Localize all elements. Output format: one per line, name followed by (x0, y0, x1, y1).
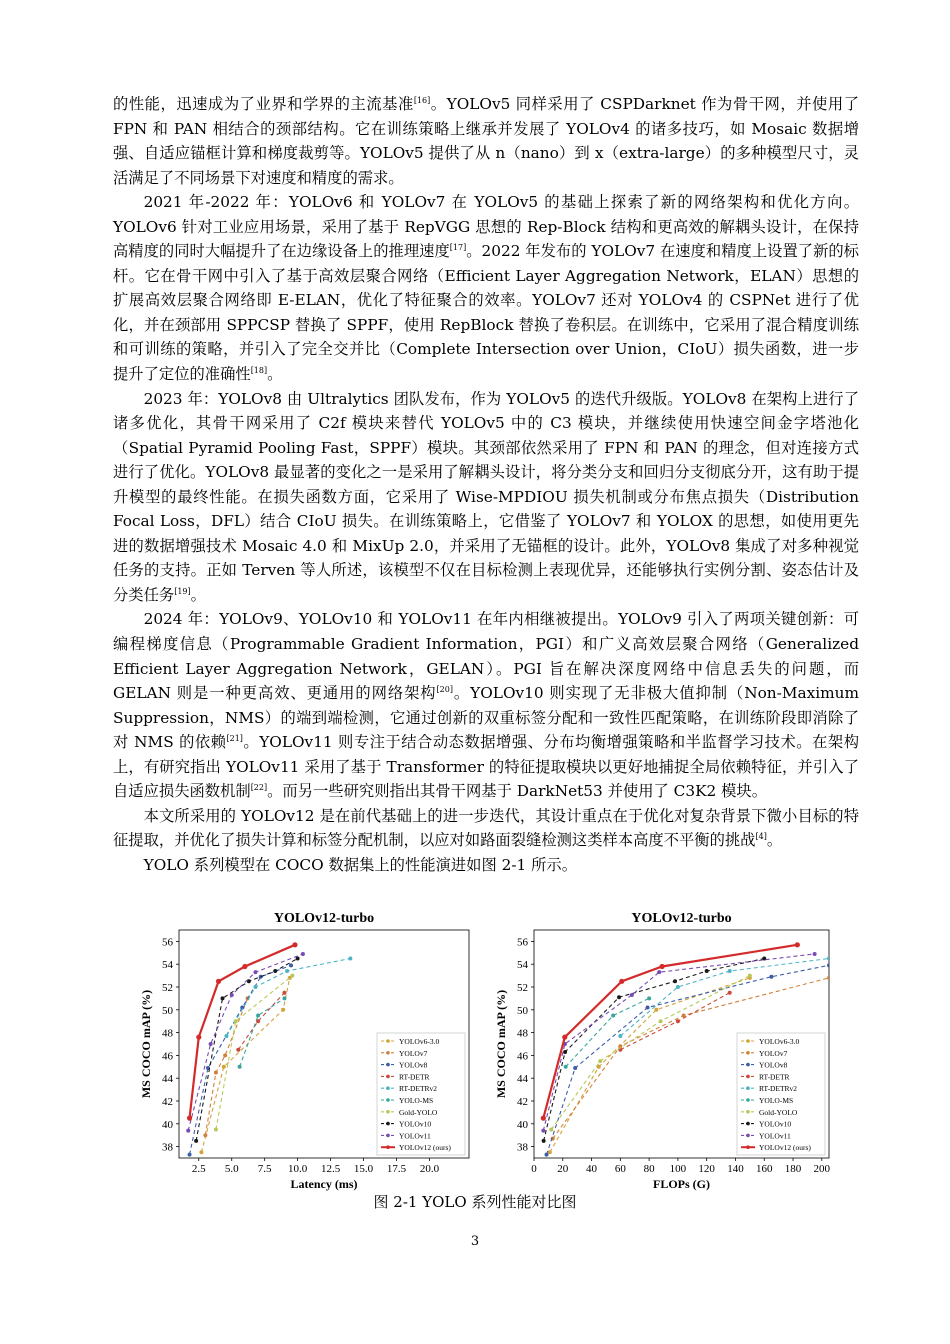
data-point (230, 993, 234, 997)
data-point (676, 985, 680, 989)
data-point (827, 963, 831, 967)
data-point (194, 1139, 198, 1143)
x-tick-label: 180 (784, 1163, 802, 1175)
data-point (619, 979, 624, 984)
x-tick-label: 60 (614, 1163, 626, 1175)
data-point (296, 957, 300, 961)
data-point (253, 970, 257, 974)
data-point (187, 1116, 192, 1121)
legend-marker (386, 1039, 390, 1043)
data-point (705, 969, 709, 973)
x-tick-label: 2.5 (191, 1163, 206, 1175)
legend-label: RT-DETRv2 (399, 1084, 438, 1094)
page-number: 3 (470, 1234, 480, 1249)
data-point (273, 969, 277, 973)
legend-label: YOLOv6-3.0 (759, 1037, 800, 1046)
legend-label: YOLOv8 (399, 1060, 428, 1070)
latency-chart-svg (137, 908, 477, 1193)
data-point (222, 1065, 226, 1069)
data-point (541, 1116, 546, 1121)
x-tick-label: 20.0 (419, 1163, 440, 1175)
data-point (630, 993, 634, 997)
data-point (673, 979, 677, 983)
data-point (256, 1014, 260, 1018)
x-tick-label: 140 (727, 1163, 744, 1175)
data-point (795, 942, 800, 947)
paragraph: 2021 年-2022 年：YOLOv6 和 YOLOv7 在 YOLOv5 的基础上探索了新的网络架构和优化方向。YOLOv6 针对工业应用场景，采用了基于 RepVGG 思想的 Rep-Block 结构和更高效的解耦头设计，在保持高精度的同时大幅提升了在边缘设备上的推理速度[17]。2022 年发布的 YOLOv7 在速度和精度上设置了新的标杆。它在骨干网中引入了基于高效层聚合网络（Efficient Layer Aggregation Network，ELAN）思想的扩展高效层聚合网络即 E-ELAN，优化了特征聚合的效率。YOLOv7 还对 YOLOv4 的 CSPNet 进行了优化，并在颈部用 SPPCSP 替换了 SPPF，使用 RepBlock 替换了卷积层。在训练中，它采用了混合精度训练和可训练的策略，并引入了完全交并比（Complete Intersection over Union，CIoU）损失函数，进一步提升了定位的准确性[18]。 (113, 193, 859, 384)
data-point (203, 1133, 207, 1137)
legend-marker (386, 1134, 390, 1138)
data-point (564, 1065, 568, 1069)
data-point (214, 1128, 218, 1132)
x-tick-label: 20 (557, 1163, 569, 1175)
data-point (827, 957, 831, 961)
series-line (238, 993, 284, 1050)
data-point (236, 1048, 240, 1052)
y-tick-label: 40 (162, 1118, 173, 1131)
series-line (240, 998, 285, 1066)
data-point (196, 1035, 201, 1040)
legend-label: YOLOv6-3.0 (399, 1037, 440, 1046)
legend-label: Gold-YOLO (759, 1107, 798, 1117)
data-point (647, 996, 651, 1000)
data-point (301, 952, 305, 956)
data-point (242, 964, 247, 969)
data-point (282, 996, 286, 1000)
x-tick-label: 0 (531, 1163, 537, 1175)
legend-label: YOLOv12 (ours) (399, 1143, 451, 1153)
data-point (728, 969, 732, 973)
data-point (563, 1050, 567, 1054)
x-tick-label: 100 (669, 1163, 687, 1175)
legend-label: YOLOv10 (759, 1119, 792, 1129)
y-tick-label: 56 (162, 936, 173, 949)
paragraph: 2023 年：YOLOv8 由 Ultralytics 团队发布，作为 YOLOv5 的迭代升级版。YOLOv8 在架构上进行了诸多优化，其骨干网采用了 C2f 模块来替代 YOLOv5 中的 C3 模块，并继续使用快速空间金字塔池化（Spatial Pyramid Pooling Fast，SPPF）模块。其颈部依然采用了 FPN 和 PAN 的理念，但对连接方式进行了优化。YOLOv8 最显著的变化之一是采用了解耦头设计，将分类分支和回归分支彻底分开，这有助于提升模型的最终性能。在损失函数方面，它采用了 Wise-MPDIOU 损失机制或分布焦点损失（Distribution Focal Loss，DFL）结合 CIoU 损失。在训练策略上，它借鉴了 YOLOv7 和 YOLOX 的思想，如使用更先进的数据增强技术 Mosaic 4.0 和 MixUp 2.0，并采用了无锚框的设计。此外，YOLOv8 集成了对多种视觉任务的支持。正如 Terven 等人所述，该模型不仅在目标检测上表现优异，还能够执行实例分割、姿态估计及分类任务[19]。 (113, 389, 859, 604)
data-point (289, 963, 293, 967)
series-line (196, 959, 297, 1141)
y-tick-label: 40 (517, 1118, 528, 1131)
y-tick-label: 54 (162, 959, 173, 972)
y-tick-label: 42 (517, 1096, 528, 1108)
data-point (618, 1034, 622, 1038)
data-point (611, 1014, 615, 1018)
paragraph: YOLO 系列模型在 COCO 数据集上的性能演进如图 2-1 所示。 (143, 855, 578, 874)
data-point (292, 942, 297, 947)
y-tick-label: 44 (517, 1073, 528, 1086)
data-point (562, 1035, 567, 1040)
legend-marker (386, 1063, 390, 1067)
paragraph: 2024 年：YOLOv9、YOLOv10 和 YOLOv11 在年内相继被提出。YOLOv9 引入了两项关键创新：可编程梯度信息（Programmable Gradient Information，PGI）和广义高效层聚合网络（Generalized Efficient Layer Aggregation Network，GELAN）。PGI 旨在解决深度网络中信息丢失的问题，而 GELAN 则是一种更高效、更通用的网络架构[20]。YOLOv10 则实现了无非极大值抑制（Non-Maximum Suppression，NMS）的端到端检测，它通过创新的双重标签分配和一致性匹配策略，在训练阶段即消除了对 NMS 的依赖[21]。YOLOv11 则专注于结合动态数据增强、分布均衡增强策略和半监督学习技术。在架构上，有研究指出 YOLOv11 采用了基于 Transformer 的特征提取模块以更好地捕捉全局依赖特征，并引入了自适应损失函数机制[22]。而另一些研究则指出其骨干网基于 DarkNet53 并使用了 C3K2 模块。 (113, 610, 859, 801)
y-tick-label: 50 (162, 1004, 173, 1017)
y-tick-label: 44 (162, 1073, 173, 1086)
x-tick-label: 12.5 (320, 1163, 341, 1175)
data-point (769, 975, 773, 979)
citation: [16] (413, 95, 431, 105)
series-line (544, 959, 765, 1141)
citation: [20] (436, 685, 453, 695)
series-line (550, 978, 750, 1152)
legend-marker (746, 1039, 750, 1043)
y-axis-label: MS COCO mAP (%) (494, 989, 508, 1099)
legend-label: YOLOv7 (399, 1048, 428, 1058)
y-tick-label: 48 (162, 1027, 173, 1040)
legend-marker (746, 1098, 750, 1102)
data-point (348, 957, 352, 961)
data-point (285, 969, 289, 973)
x-tick-label: 5.0 (224, 1163, 239, 1175)
y-tick-label: 56 (517, 936, 528, 949)
y-tick-label: 46 (517, 1050, 528, 1063)
series-group (186, 942, 352, 1156)
legend-label: Gold-YOLO (399, 1107, 438, 1117)
paragraph: 的性能，迅速成为了业界和学界的主流基准[16]。YOLOv5 同样采用了 CSPDarknet 作为骨干网，并使用了 FPN 和 PAN 相结合的颈部结构。它在训练策略上继承并发展了 YOLOv4 的诸多技巧，如 Mosaic 数据增强、自适应锚框计算和梯度裁剪等。YOLOv5 提供了从 n（nano）到 x（extra-large）的多种模型尺寸，灵活满足了不同场景下对速度和精度的需求。 (113, 95, 859, 187)
data-point (216, 979, 221, 984)
figure-caption: 图 2-1 YOLO 系列性能对比图 (373, 1193, 577, 1211)
data-point (659, 964, 664, 969)
legend-marker (386, 1075, 390, 1079)
x-tick-label: 80 (643, 1163, 655, 1175)
series-line (190, 965, 292, 1154)
body-text (113, 92, 859, 878)
data-point (545, 1153, 549, 1157)
data-point (676, 1019, 680, 1023)
data-point (253, 985, 257, 989)
data-point (659, 1019, 663, 1023)
legend-marker (746, 1075, 750, 1079)
data-point (188, 1153, 192, 1157)
legend-label: YOLOv11 (759, 1131, 791, 1141)
y-tick-label: 46 (162, 1050, 173, 1063)
x-tick-label: 120 (698, 1163, 715, 1175)
data-point (549, 1128, 553, 1132)
flops-chart-svg (492, 908, 837, 1193)
legend-marker (746, 1134, 750, 1138)
y-tick-label: 48 (517, 1027, 528, 1040)
data-point (186, 1129, 190, 1133)
data-point (827, 976, 831, 980)
y-axis-label: MS COCO mAP (%) (139, 989, 153, 1099)
flops-chart (492, 908, 837, 1193)
chart-title: YOLOv12-turbo (273, 911, 375, 926)
legend-label: YOLOv11 (399, 1131, 431, 1141)
data-point (281, 1008, 285, 1012)
data-point (199, 1150, 203, 1154)
x-tick-label: 17.5 (386, 1163, 407, 1175)
legend-label: RT-DETR (399, 1072, 430, 1082)
figure-2-1 (137, 908, 837, 1193)
y-tick-label: 52 (517, 982, 528, 994)
legend-label: YOLOv10 (399, 1119, 432, 1129)
legend-label: YOLOv7 (759, 1048, 788, 1058)
x-tick-label: 7.5 (257, 1163, 272, 1175)
series-line (216, 976, 292, 1130)
citation: [17] (449, 243, 467, 253)
data-point (223, 1053, 227, 1057)
data-point (617, 995, 621, 999)
legend-label: YOLOv8 (759, 1060, 788, 1070)
data-point (238, 1065, 242, 1069)
x-axis-label: FLOPs (G) (653, 1177, 710, 1191)
paragraph: 本文所采用的 YOLOv12 是在前代基础上的进一步迭代，其设计重点在于优化对复杂背景下微小目标的特征提取，并优化了损失计算和标签分配机制，以应对如路面裂缝检测这类样本高度不平衡的挑战[4]。 (113, 806, 859, 850)
data-point (234, 1019, 238, 1023)
y-tick-label: 50 (517, 1004, 528, 1017)
x-axis-label: Latency (ms) (290, 1177, 358, 1191)
data-point (548, 1150, 552, 1154)
legend-marker (386, 1051, 390, 1055)
legend-marker (746, 1051, 750, 1055)
legend-label: YOLO-MS (759, 1096, 794, 1105)
data-point (541, 1129, 545, 1133)
data-point (748, 974, 752, 978)
citation: [21] (226, 734, 243, 744)
legend-marker (386, 1086, 390, 1090)
y-tick-label: 54 (517, 959, 528, 972)
data-point (290, 974, 294, 978)
x-tick-label: 10.0 (288, 1163, 308, 1175)
legend-marker (746, 1063, 750, 1067)
citation: [22] (250, 783, 268, 793)
series-line (188, 954, 303, 1131)
data-point (646, 1006, 650, 1010)
data-point (598, 1059, 602, 1063)
legend-marker (386, 1110, 390, 1114)
data-point (282, 991, 286, 995)
data-point (813, 952, 817, 956)
data-point (657, 970, 661, 974)
legend-marker (746, 1110, 750, 1114)
legend-marker (386, 1098, 390, 1102)
citation: [18] (250, 365, 268, 375)
latency-chart (137, 908, 477, 1193)
data-point (728, 991, 732, 995)
data-point (762, 957, 766, 961)
x-tick-label: 160 (755, 1163, 773, 1175)
data-point (573, 1066, 577, 1070)
legend-label: RT-DETR (759, 1072, 790, 1082)
x-tick-label: 40 (586, 1163, 598, 1175)
data-point (224, 1034, 228, 1038)
data-point (214, 1071, 218, 1075)
y-tick-label: 38 (517, 1141, 528, 1154)
data-point (209, 1042, 213, 1046)
legend-marker (746, 1145, 750, 1149)
legend-marker (386, 1145, 390, 1149)
legend-marker (386, 1122, 390, 1126)
citation: [4] (755, 832, 767, 842)
citation: [19] (174, 586, 191, 596)
data-point (221, 996, 225, 1000)
legend-marker (746, 1086, 750, 1090)
legend-label: RT-DETRv2 (759, 1084, 798, 1094)
legend-label: YOLO-MS (399, 1096, 434, 1105)
y-tick-label: 52 (162, 982, 173, 994)
y-tick-label: 42 (162, 1096, 173, 1108)
x-tick-label: 200 (813, 1163, 831, 1175)
legend-marker (746, 1122, 750, 1126)
data-point (654, 1008, 658, 1012)
y-tick-label: 38 (162, 1141, 173, 1154)
chart-title: YOLOv12-turbo (631, 911, 732, 926)
legend-label: YOLOv12 (ours) (759, 1143, 811, 1153)
data-point (542, 1139, 546, 1143)
x-tick-label: 15.0 (353, 1163, 374, 1175)
